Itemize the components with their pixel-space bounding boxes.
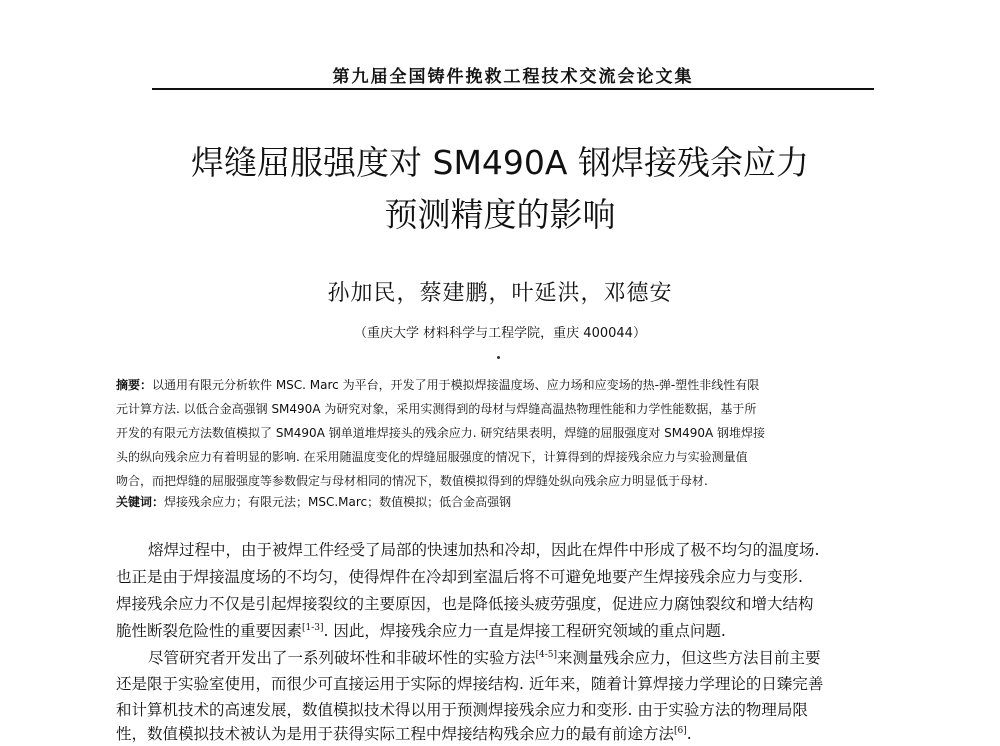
body-line: 焊接残余应力不仅是引起焊接裂纹的主要原因，也是降低接头疲劳强度，促进应力腐蚀裂纹和增大结构 [116,595,814,613]
abstract-line: 头的纵向残余应力有着明显的影响. 在采用随温度变化的焊缝屈服强度的情况下，计算得到的焊接残余应力与实验测量值 [116,450,748,464]
body-line: 还是限于实验室使用，而很少可直接运用于实际的焊接结构. 近年来，随着计算焊接力学理论的日臻完善 [116,675,824,693]
keywords-label: 关键词： [116,495,165,509]
body-line: 熔焊过程中，由于被焊工件经受了局部的快速加热和冷却，因此在焊件中形成了极不均匀的温度场. [148,541,820,559]
abstract-line: 元计算方法. 以低合金高强钢 SM490A 为研究对象，采用实测得到的母材与焊缝高温热物理性能和力学性能数据，基于所 [116,402,757,416]
body-line [116,722,896,746]
body-text: 尽管研究者开发出了一系列破坏性和非破坏性的实验方法 [148,649,536,667]
citation-ref: [4-5] [535,649,558,660]
abstract-text: 以通用有限元分析软件 MSC. Marc 为平台，开发了用于模拟焊接温度场、应力场和应变场的热-弹-塑性非线性有限 [152,378,760,392]
authors: 孙加民，蔡建鹏，叶延洪，邓德安 [327,281,673,306]
body-text: . [686,725,692,743]
separator-dot [497,356,500,359]
keywords-text: 焊接残余应力；有限元法；MSC.Marc；数值模拟；低合金高强钢 [164,495,512,509]
body-line [116,619,896,643]
paper-title-line-1: 焊缝屈服强度对 SM490A 钢焊接残余应力 [191,143,809,182]
keywords-line [116,493,888,511]
abstract-line: 吻合，而把焊缝的屈服强度等参数假定与母材相同的情况下，数值模拟得到的焊缝处纵向残余应力明显低于母材. [116,474,708,488]
body-line: 和计算机技术的高速发展，数值模拟技术得以用于预测焊接残余应力和变形. 由于实验方法的物理局限 [116,701,808,719]
header-rule [152,88,874,90]
abstract-line: 开发的有限元方法数值模拟了 SM490A 钢单道堆焊接头的残余应力. 研究结果表明，焊缝的屈服强度对 SM490A 钢堆焊接 [116,426,766,440]
citation-ref: [6] [674,725,687,736]
paper-title-line-2: 预测精度的影响 [384,195,616,234]
abstract-label: 摘要： [116,378,153,392]
citation-ref: [1-3] [302,622,324,633]
body-line [148,646,898,670]
body-text: 性，数值模拟技术被认为是用于获得实际工程中焊接结构残余应力的最有前途方法 [116,725,675,743]
body-text: 来测量残余应力，但这些方法目前主要 [557,649,821,667]
running-header: 第九届全国铸件挽救工程技术交流会论文集 [332,67,694,87]
body-text: 脆性断裂危险性的重要因素 [116,622,303,640]
abstract-line [116,376,888,394]
affiliation: （重庆大学 材料科学与工程学院，重庆 400044） [354,326,646,341]
body-line: 也正是由于焊接温度场的不均匀，使得焊件在冷却到室温后将不可避免地要产生焊接残余应力与变形. [116,568,803,586]
body-text: . 因此，焊接残余应力一直是焊接工程研究领域的重点问题. [323,622,726,640]
